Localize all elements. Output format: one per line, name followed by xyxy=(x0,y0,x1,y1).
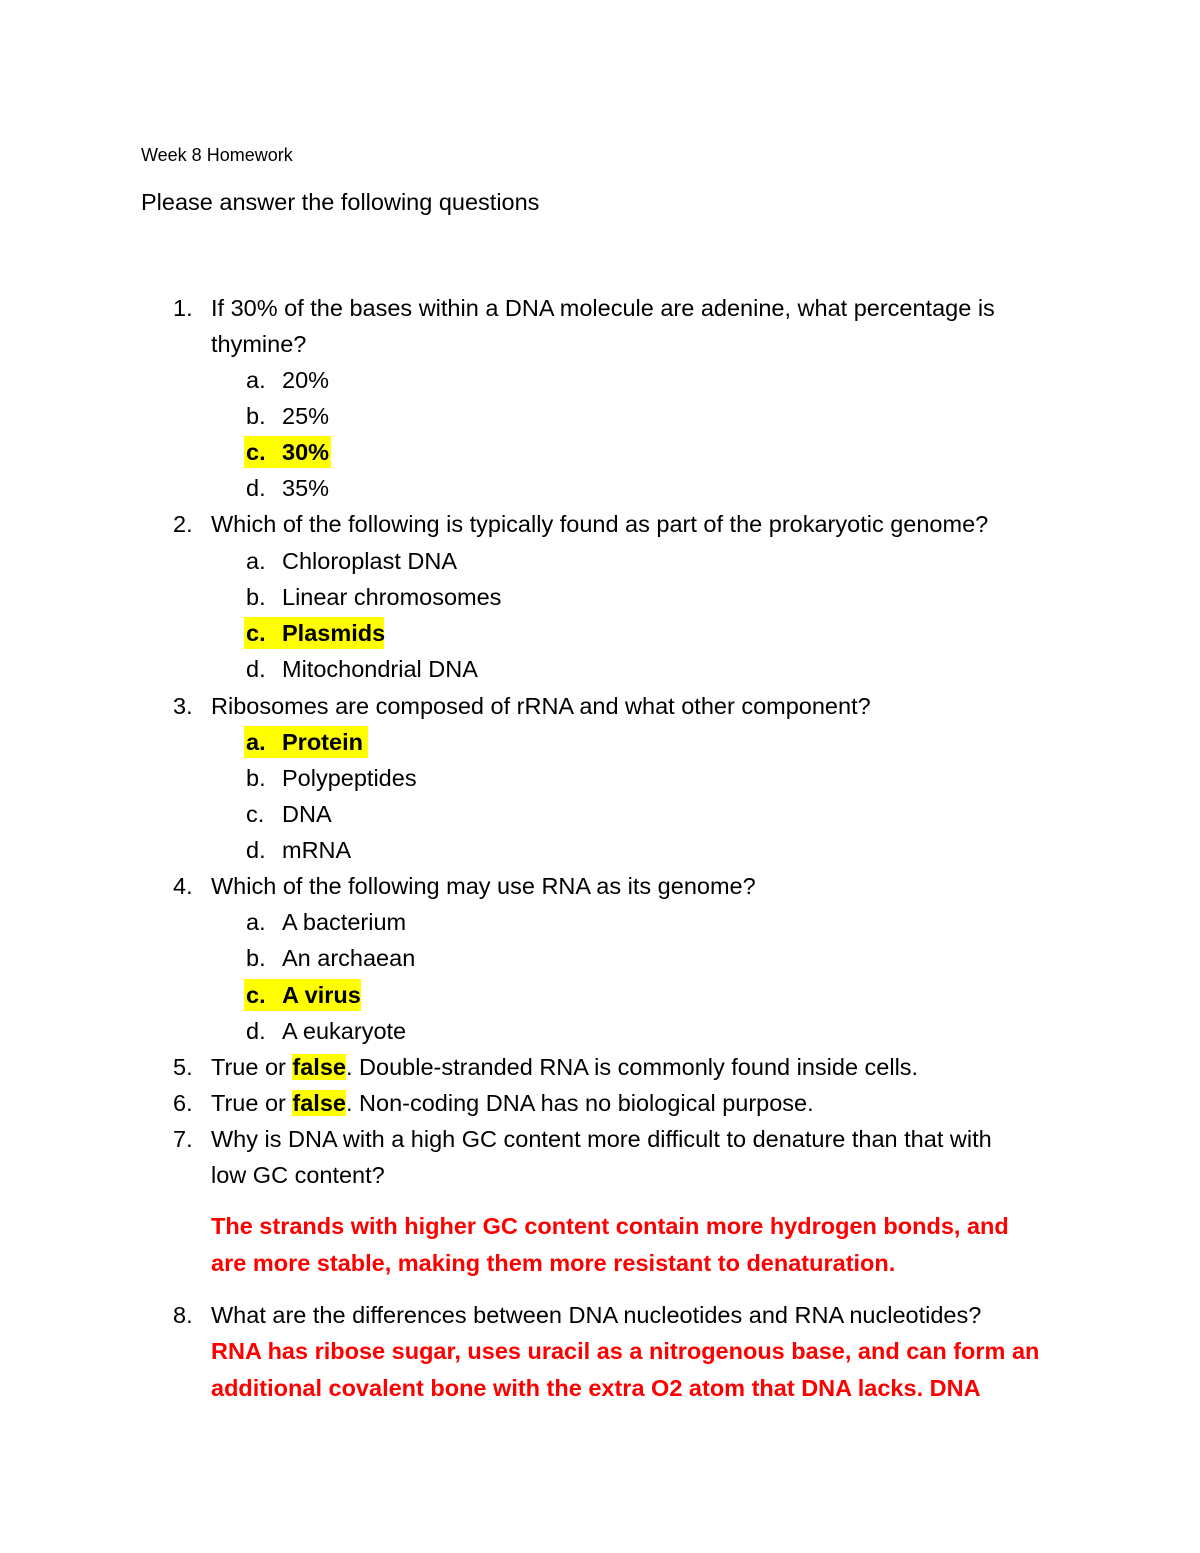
option-letter: d. xyxy=(246,1018,266,1044)
question-number: 4. xyxy=(173,873,193,899)
question-number: 8. xyxy=(173,1302,193,1328)
question-text: Which of the following is typically found as part of the prokaryotic genome? xyxy=(211,511,989,537)
question-text: Which of the following may use RNA as its genome? xyxy=(211,873,756,899)
question-text xyxy=(211,1085,1091,1121)
option-letter: a. xyxy=(246,729,266,755)
option-letter: b. xyxy=(246,403,266,429)
instructions: Please answer the following questions xyxy=(141,189,540,215)
question-number: 6. xyxy=(173,1090,193,1116)
highlighted-answer: false xyxy=(292,1090,346,1116)
question-suffix: . Non-coding DNA has no biological purpose. xyxy=(345,1090,814,1116)
question-number: 3. xyxy=(173,693,193,719)
option-letter: d. xyxy=(246,475,266,501)
page-header: Week 8 Homework xyxy=(141,145,293,165)
option-text: Chloroplast DNA xyxy=(282,548,458,574)
question-number: 7. xyxy=(173,1126,193,1152)
option-letter: c. xyxy=(246,439,266,465)
option-text: mRNA xyxy=(282,837,352,863)
question-text xyxy=(211,1049,1091,1085)
option-letter: d. xyxy=(246,656,266,682)
question-prefix: True or xyxy=(211,1090,293,1116)
option-text: 25% xyxy=(282,403,330,429)
option-letter: d. xyxy=(246,837,266,863)
option-letter: c. xyxy=(246,982,266,1008)
option-text: A virus xyxy=(282,982,361,1008)
option-text: An archaean xyxy=(282,945,416,971)
question-text: Why is DNA with a high GC content more difficult to denature than that with low GC content? xyxy=(211,1126,992,1188)
highlighted-answer: false xyxy=(292,1054,346,1080)
option-letter: b. xyxy=(246,945,266,971)
option-text: A bacterium xyxy=(282,909,407,935)
option-letter: b. xyxy=(246,765,266,791)
question-text: What are the differences between DNA nucleotides and RNA nucleotides? xyxy=(211,1302,982,1328)
option-letter: a. xyxy=(246,548,266,574)
option-text: 35% xyxy=(282,475,330,501)
option-text: Mitochondrial DNA xyxy=(282,656,478,682)
option-letter: c. xyxy=(246,801,265,827)
question-number: 2. xyxy=(173,511,193,537)
option-letter: c. xyxy=(246,620,266,646)
question-text: Ribosomes are composed of rRNA and what other component? xyxy=(211,693,871,719)
option-text: Linear chromosomes xyxy=(282,584,502,610)
option-text: DNA xyxy=(282,801,332,827)
option-text: 20% xyxy=(282,367,330,393)
option-letter: a. xyxy=(246,367,266,393)
answer-7: The strands with higher GC content contain more hydrogen bonds, and are more stable, making them more resistant to denaturation. xyxy=(211,1213,1009,1276)
question-text: If 30% of the bases within a DNA molecule are adenine, what percentage is thymine? xyxy=(211,295,995,357)
question-prefix: True or xyxy=(211,1054,293,1080)
option-text: 30% xyxy=(282,439,330,465)
option-text: Polypeptides xyxy=(282,765,417,791)
question-number: 1. xyxy=(173,295,193,321)
option-text: Protein xyxy=(282,729,363,755)
answer-8: RNA has ribose sugar, uses uracil as a nitrogenous base, and can form an additional covalent bone with the extra O2 atom that DNA lacks. DNA xyxy=(211,1338,1040,1401)
question-number: 5. xyxy=(173,1054,193,1080)
option-text: A eukaryote xyxy=(282,1018,407,1044)
option-letter: a. xyxy=(246,909,266,935)
question-suffix: . Double-stranded RNA is commonly found inside cells. xyxy=(345,1054,919,1080)
option-text: Plasmids xyxy=(282,620,386,646)
option-letter: b. xyxy=(246,584,266,610)
